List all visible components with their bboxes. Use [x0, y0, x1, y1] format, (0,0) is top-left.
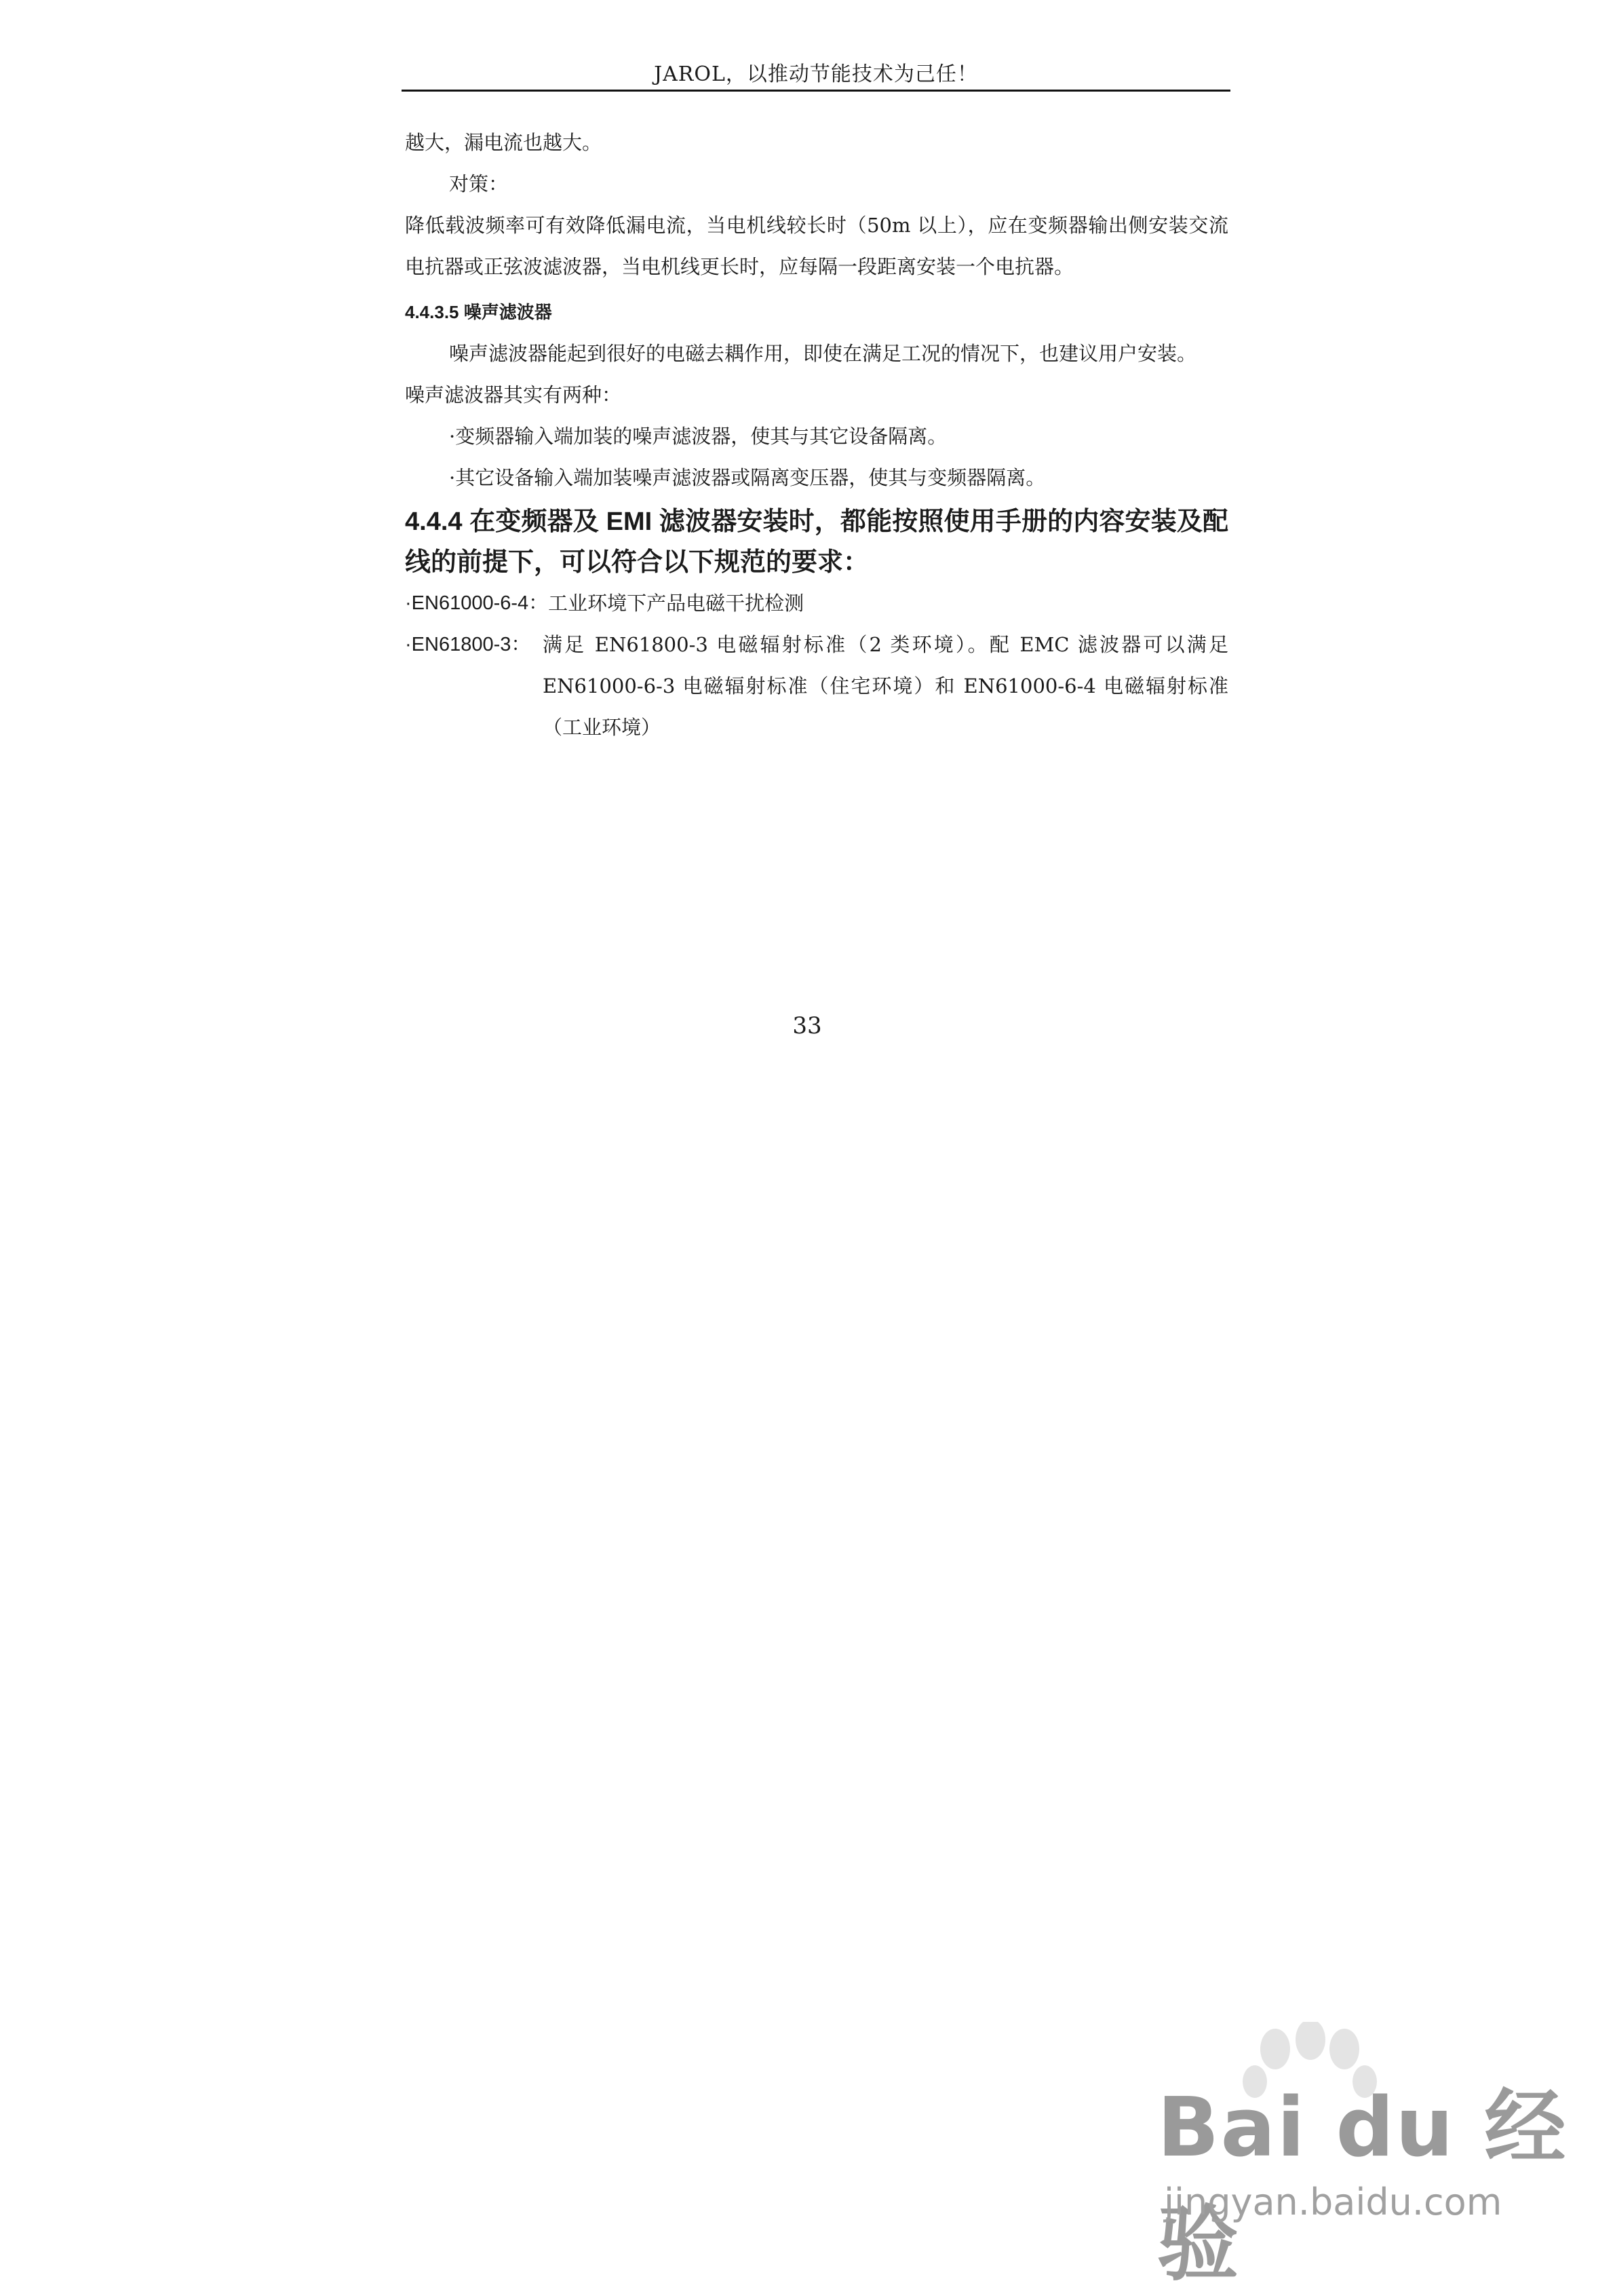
standard-text: 满足 EN61800-3 电磁辐射标准（2 类环境）。配 EMC 滤波器可以满足 EN61000-6-3 电磁辐射标准（住宅环境）和 EN61000-6-4 电磁辐射标准（工业环境） — [543, 633, 1228, 739]
standard-label: ·EN61000-6-4： — [405, 592, 549, 614]
page-header: JAROL，以推动节能技术为己任！ — [654, 62, 978, 86]
header-rule — [402, 90, 1230, 92]
section-heading-4-4-3-5: 4.4.3.5 噪声滤波器 — [405, 302, 552, 322]
noise-filter-paragraph: 噪声滤波器能起到很好的电磁去耦作用，即使在满足工况的情况下，也建议用户安装。 — [449, 342, 1197, 365]
standard-row — [405, 583, 1228, 624]
standard-label: ·EN61800-3： — [405, 634, 531, 655]
noise-filter-types: 噪声滤波器其实有两种： — [405, 383, 622, 406]
page-number: 33 — [792, 1012, 822, 1039]
page-content — [405, 122, 1228, 748]
bullet-item: ·其它设备输入端加装噪声滤波器或隔离变压器，使其与变频器隔离。 — [449, 466, 1046, 489]
paragraph-continuation: 越大，漏电流也越大。 — [405, 131, 602, 154]
countermeasure-label: 对策： — [449, 172, 509, 195]
section-heading-4-4-4: 4.4.4 在变频器及 EMI 滤波器安装时，都能按照使用手册的内容安装及配线的前提下，可以符合以下规范的要求： — [405, 508, 1228, 577]
watermark-brand: Bai du 经验 — [1157, 2081, 1568, 2292]
standard-row — [405, 624, 1228, 748]
bullet-item: ·变频器输入端加装的噪声滤波器，使其与其它设备隔离。 — [449, 425, 948, 448]
standard-text: 工业环境下产品电磁干扰检测 — [548, 592, 804, 615]
watermark-url: jingyan.baidu.com — [1164, 2181, 1502, 2223]
countermeasure-text: 降低载波频率可有效降低漏电流，当电机线较长时（50m 以上），应在变频器输出侧安装交流电抗器或正弦波滤波器，当电机线更长时，应每隔一段距离安装一个电抗器。 — [405, 214, 1228, 278]
